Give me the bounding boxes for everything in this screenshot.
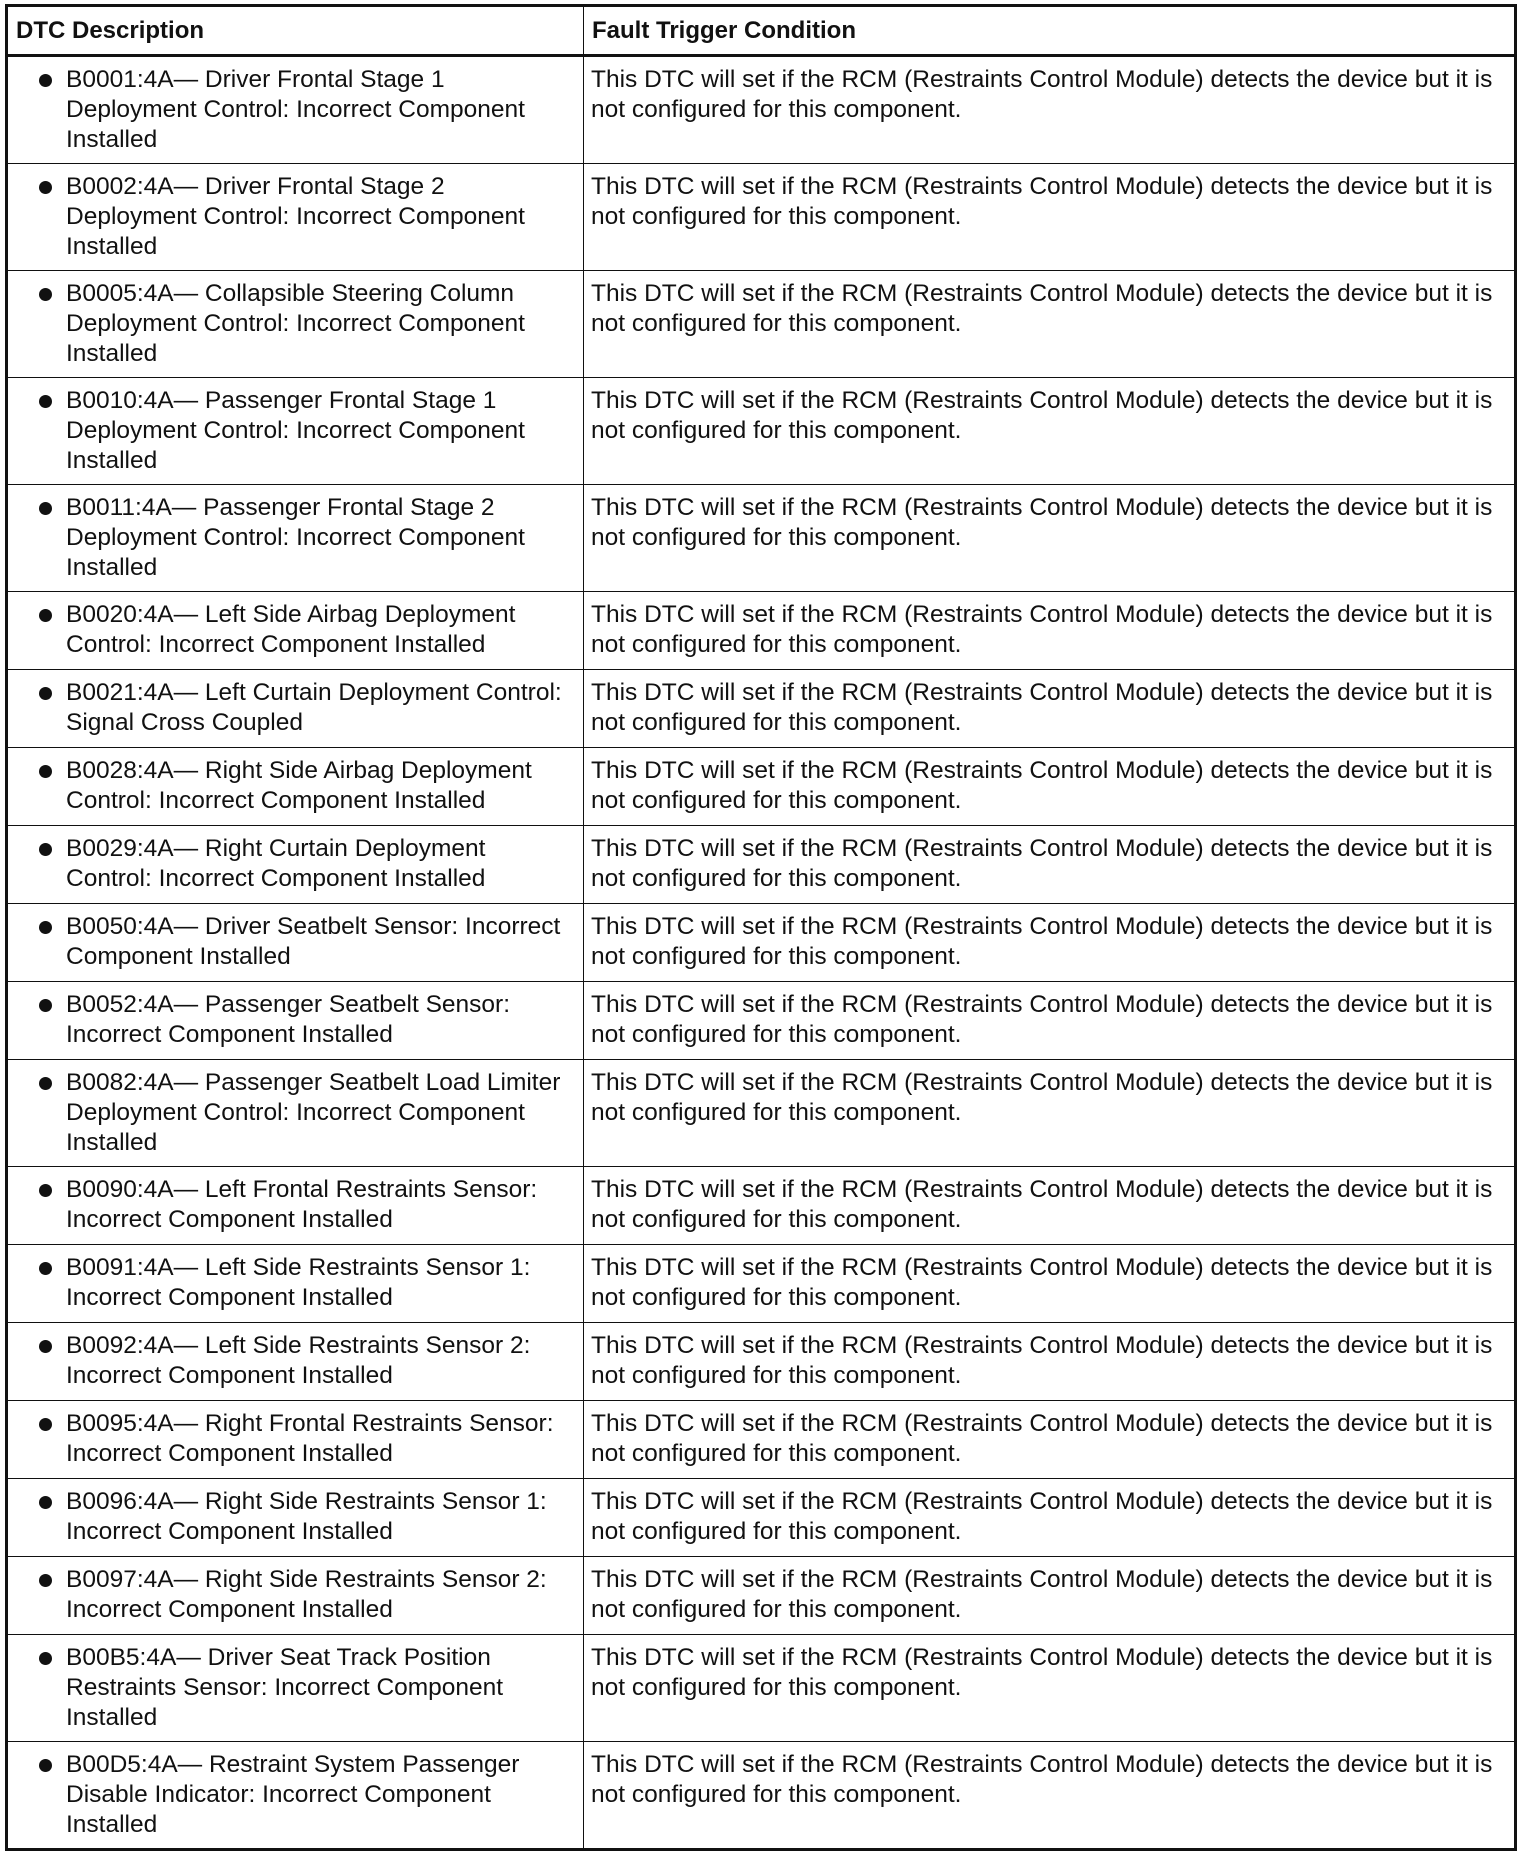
bullet-icon — [39, 1759, 52, 1772]
dtc-description-text: B0002:4A— Driver Frontal Stage 2 Deployment Control: Incorrect Component Installed — [66, 173, 525, 260]
table-row — [7, 1167, 1516, 1245]
dtc-description-cell — [7, 1635, 584, 1742]
bullet-icon — [39, 765, 52, 778]
fault-condition-cell: This DTC will set if the RCM (Restraints Control Module) detects the device but it is not configured for this component. — [584, 670, 1516, 748]
bullet-icon — [39, 1262, 52, 1275]
dtc-description-cell — [7, 1401, 584, 1479]
fault-condition-cell: This DTC will set if the RCM (Restraints Control Module) detects the device but it is not configured for this component. — [584, 164, 1516, 271]
dtc-description-text: B0005:4A— Collapsible Steering Column Deployment Control: Incorrect Component Installed — [66, 280, 525, 367]
dtc-description-cell — [7, 1060, 584, 1167]
dtc-description-text: B0011:4A— Passenger Frontal Stage 2 Deployment Control: Incorrect Component Installed — [66, 494, 525, 581]
dtc-description-cell — [7, 164, 584, 271]
table-row — [7, 1557, 1516, 1635]
dtc-description-text: B0001:4A— Driver Frontal Stage 1 Deployment Control: Incorrect Component Installed — [66, 66, 525, 153]
table-row — [7, 485, 1516, 592]
table-row — [7, 904, 1516, 982]
dtc-table — [5, 4, 1517, 1851]
header-fault-trigger-condition: Fault Trigger Condition — [584, 6, 1516, 56]
fault-condition-cell: This DTC will set if the RCM (Restraints Control Module) detects the device but it is not configured for this component. — [584, 1479, 1516, 1557]
table-row — [7, 1742, 1516, 1850]
bullet-icon — [39, 1652, 52, 1665]
bullet-icon — [39, 999, 52, 1012]
dtc-description-cell — [7, 56, 584, 164]
table-row — [7, 982, 1516, 1060]
table-row — [7, 748, 1516, 826]
table-row — [7, 1323, 1516, 1401]
dtc-description-text: B0092:4A— Left Side Restraints Sensor 2: Incorrect Component Installed — [66, 1332, 531, 1389]
fault-condition-cell: This DTC will set if the RCM (Restraints Control Module) detects the device but it is not configured for this component. — [584, 56, 1516, 164]
bullet-icon — [39, 921, 52, 934]
table-row — [7, 670, 1516, 748]
fault-condition-cell: This DTC will set if the RCM (Restraints Control Module) detects the device but it is not configured for this component. — [584, 378, 1516, 485]
dtc-description-cell — [7, 982, 584, 1060]
bullet-icon — [39, 1418, 52, 1431]
bullet-icon — [39, 395, 52, 408]
header-dtc-description: DTC Description — [7, 6, 584, 56]
fault-condition-cell: This DTC will set if the RCM (Restraints Control Module) detects the device but it is not configured for this component. — [584, 1167, 1516, 1245]
dtc-description-text: B0052:4A— Passenger Seatbelt Sensor: Incorrect Component Installed — [66, 991, 511, 1048]
fault-condition-cell: This DTC will set if the RCM (Restraints Control Module) detects the device but it is not configured for this component. — [584, 1245, 1516, 1323]
table-row — [7, 1401, 1516, 1479]
bullet-icon — [39, 1574, 52, 1587]
table-row — [7, 1479, 1516, 1557]
dtc-description-text: B0096:4A— Right Side Restraints Sensor 1: Incorrect Component Installed — [66, 1488, 547, 1545]
fault-condition-cell: This DTC will set if the RCM (Restraints Control Module) detects the device but it is not configured for this component. — [584, 1742, 1516, 1850]
fault-condition-cell: This DTC will set if the RCM (Restraints Control Module) detects the device but it is not configured for this component. — [584, 1635, 1516, 1742]
dtc-description-cell — [7, 378, 584, 485]
fault-condition-cell: This DTC will set if the RCM (Restraints Control Module) detects the device but it is not configured for this component. — [584, 748, 1516, 826]
table-row — [7, 592, 1516, 670]
dtc-description-cell — [7, 670, 584, 748]
dtc-description-cell — [7, 748, 584, 826]
fault-condition-cell: This DTC will set if the RCM (Restraints Control Module) detects the device but it is not configured for this component. — [584, 1060, 1516, 1167]
dtc-description-text: B0097:4A— Right Side Restraints Sensor 2: Incorrect Component Installed — [66, 1566, 547, 1623]
dtc-description-cell — [7, 1245, 584, 1323]
bullet-icon — [39, 288, 52, 301]
fault-condition-cell: This DTC will set if the RCM (Restraints Control Module) detects the device but it is not configured for this component. — [584, 982, 1516, 1060]
bullet-icon — [39, 843, 52, 856]
dtc-description-text: B0090:4A— Left Frontal Restraints Sensor: Incorrect Component Installed — [66, 1176, 538, 1233]
dtc-description-cell — [7, 826, 584, 904]
bullet-icon — [39, 1496, 52, 1509]
dtc-description-text: B0020:4A— Left Side Airbag Deployment Control: Incorrect Component Installed — [66, 601, 516, 658]
dtc-description-text: B0050:4A— Driver Seatbelt Sensor: Incorrect Component Installed — [66, 913, 561, 970]
fault-condition-cell: This DTC will set if the RCM (Restraints Control Module) detects the device but it is not configured for this component. — [584, 1323, 1516, 1401]
table-row — [7, 271, 1516, 378]
dtc-description-cell — [7, 1479, 584, 1557]
bullet-icon — [39, 1340, 52, 1353]
fault-condition-cell: This DTC will set if the RCM (Restraints Control Module) detects the device but it is not configured for this component. — [584, 271, 1516, 378]
bullet-icon — [39, 181, 52, 194]
dtc-description-text: B0021:4A— Left Curtain Deployment Control: Signal Cross Coupled — [66, 679, 562, 736]
dtc-description-cell — [7, 1557, 584, 1635]
dtc-description-cell — [7, 904, 584, 982]
bullet-icon — [39, 687, 52, 700]
header-row — [7, 6, 1516, 56]
dtc-description-cell — [7, 1323, 584, 1401]
fault-condition-cell: This DTC will set if the RCM (Restraints Control Module) detects the device but it is not configured for this component. — [584, 904, 1516, 982]
table-row — [7, 826, 1516, 904]
bullet-icon — [39, 1077, 52, 1090]
dtc-description-text: B0095:4A— Right Frontal Restraints Sensor: Incorrect Component Installed — [66, 1410, 554, 1467]
dtc-description-text: B00D5:4A— Restraint System Passenger Disable Indicator: Incorrect Component Installed — [66, 1751, 520, 1838]
dtc-description-text: B0029:4A— Right Curtain Deployment Control: Incorrect Component Installed — [66, 835, 486, 892]
fault-condition-cell: This DTC will set if the RCM (Restraints Control Module) detects the device but it is not configured for this component. — [584, 1557, 1516, 1635]
dtc-description-text: B0010:4A— Passenger Frontal Stage 1 Deployment Control: Incorrect Component Installed — [66, 387, 525, 474]
fault-condition-cell: This DTC will set if the RCM (Restraints Control Module) detects the device but it is not configured for this component. — [584, 826, 1516, 904]
bullet-icon — [39, 502, 52, 515]
dtc-description-cell — [7, 1167, 584, 1245]
dtc-description-cell — [7, 271, 584, 378]
fault-condition-cell: This DTC will set if the RCM (Restraints Control Module) detects the device but it is not configured for this component. — [584, 592, 1516, 670]
table-row — [7, 164, 1516, 271]
dtc-description-cell — [7, 1742, 584, 1850]
table-row — [7, 1060, 1516, 1167]
dtc-description-text: B0028:4A— Right Side Airbag Deployment Control: Incorrect Component Installed — [66, 757, 532, 814]
dtc-description-cell — [7, 485, 584, 592]
table-row — [7, 56, 1516, 164]
table-row — [7, 1245, 1516, 1323]
dtc-description-text: B00B5:4A— Driver Seat Track Position Restraints Sensor: Incorrect Component Installed — [66, 1644, 504, 1731]
bullet-icon — [39, 609, 52, 622]
dtc-description-text: B0082:4A— Passenger Seatbelt Load Limiter Deployment Control: Incorrect Component Installed — [66, 1069, 561, 1156]
fault-condition-cell: This DTC will set if the RCM (Restraints Control Module) detects the device but it is not configured for this component. — [584, 1401, 1516, 1479]
dtc-description-text: B0091:4A— Left Side Restraints Sensor 1: Incorrect Component Installed — [66, 1254, 531, 1311]
table-row — [7, 378, 1516, 485]
dtc-description-cell — [7, 592, 584, 670]
bullet-icon — [39, 74, 52, 87]
bullet-icon — [39, 1184, 52, 1197]
table-row — [7, 1635, 1516, 1742]
fault-condition-cell: This DTC will set if the RCM (Restraints Control Module) detects the device but it is not configured for this component. — [584, 485, 1516, 592]
